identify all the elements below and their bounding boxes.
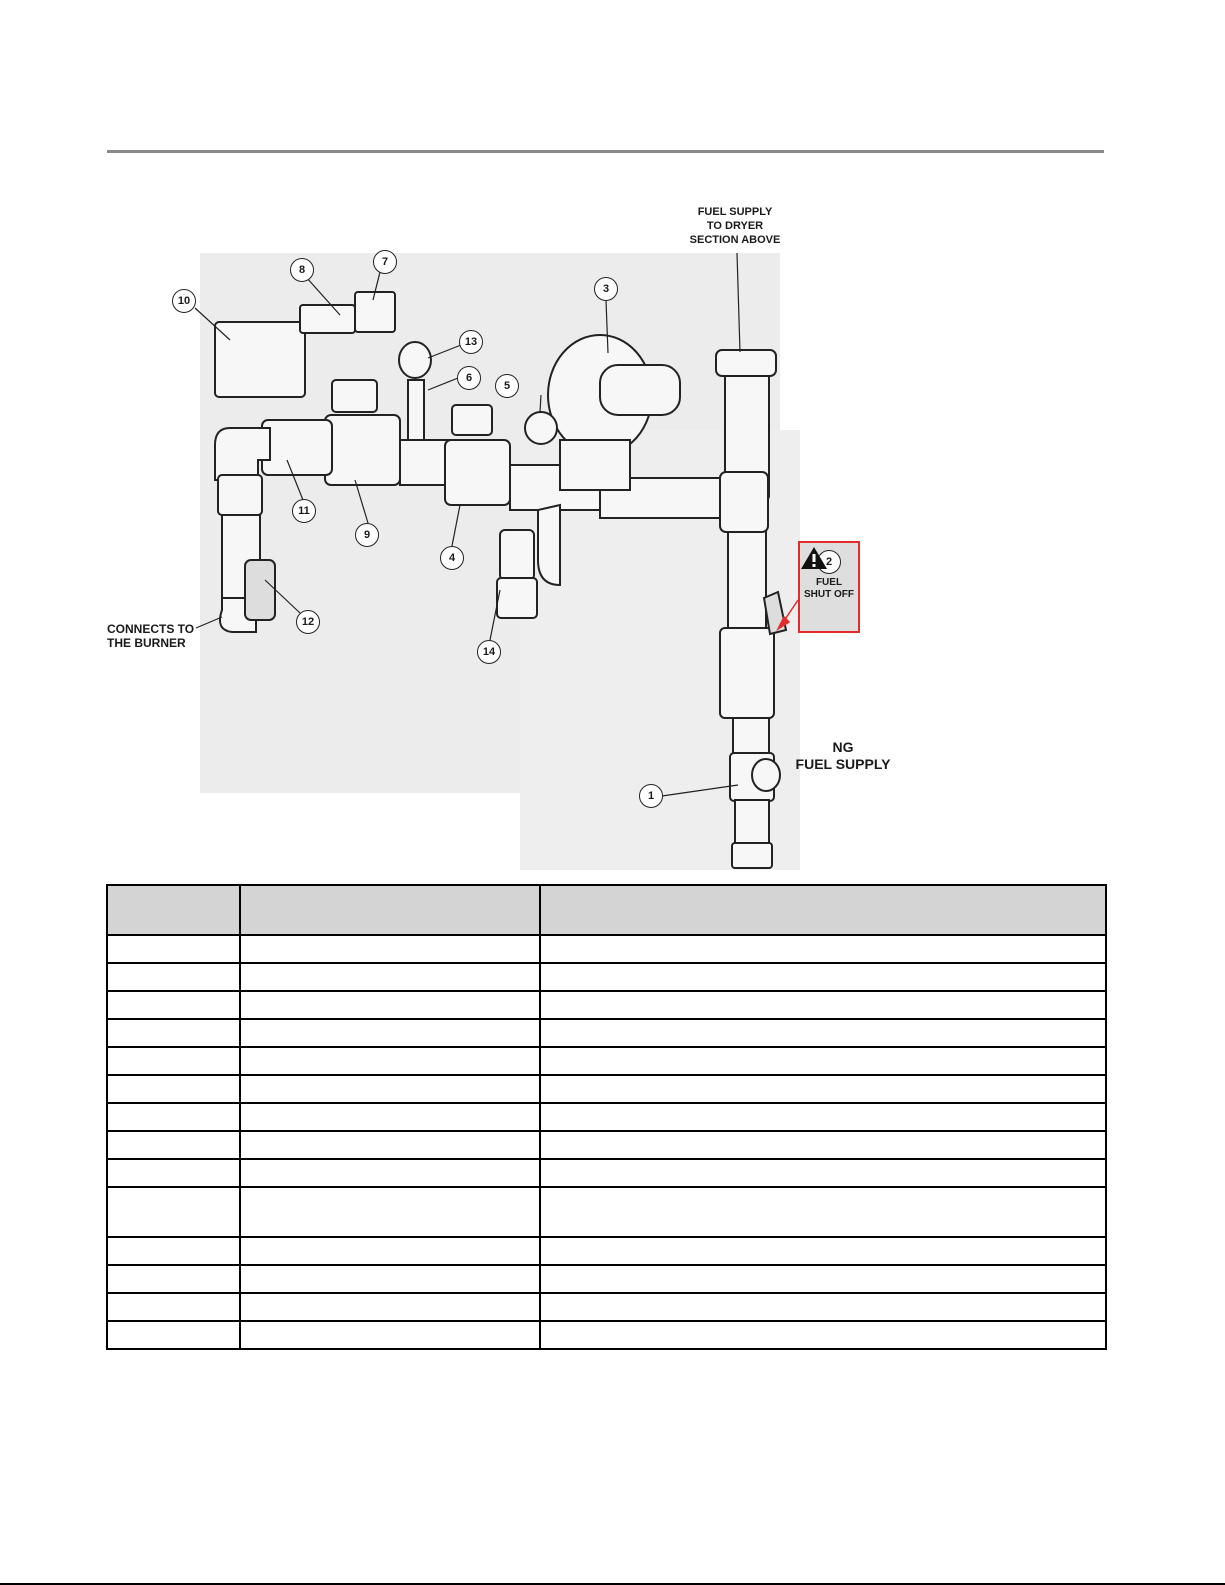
callout-5: 5: [495, 374, 519, 398]
table-cell: [240, 1187, 540, 1237]
callout-6: 6: [457, 366, 481, 390]
fuel-shutoff-callout: [798, 541, 860, 633]
table-row: [107, 1187, 1106, 1237]
table-cell: [540, 1321, 1106, 1349]
table-cell: [107, 1321, 240, 1349]
table-cell: [240, 1265, 540, 1293]
callout-8: 8: [290, 258, 314, 282]
table-cell: [240, 991, 540, 1019]
callout-10: 10: [172, 289, 196, 313]
ng-fuel-supply-line-2: FUEL SUPPLY: [795, 755, 891, 772]
table-cell: [240, 1293, 540, 1321]
callout-14: 14: [477, 640, 501, 664]
table-cell: [540, 1047, 1106, 1075]
table-cell: [107, 1131, 240, 1159]
table-cell: [540, 1131, 1106, 1159]
callout-2: 2: [817, 550, 841, 574]
pilot-cock-8: [300, 305, 355, 333]
relief-valve-14: [500, 530, 534, 580]
table-row: [107, 1019, 1106, 1047]
valve-9-actuator: [332, 380, 377, 412]
table-cell: [540, 1293, 1106, 1321]
callout-12: 12: [296, 610, 320, 634]
callout-13: 13: [459, 330, 483, 354]
table-cell: [107, 1159, 240, 1187]
relief-valve-outlet: [497, 578, 537, 618]
callout-11: 11: [292, 499, 316, 523]
fuel-supply-top-line-1: FUEL SUPPLY: [697, 206, 773, 218]
pilot-solenoid-7: [355, 292, 395, 332]
table-header-row: [107, 885, 1106, 935]
callout-3: 3: [594, 277, 618, 301]
ng-fuel-supply-line-1: NG: [832, 739, 854, 755]
table-cell: [540, 1237, 1106, 1265]
valve-4-actuator: [452, 405, 492, 435]
table-cell: [540, 1075, 1106, 1103]
header-cell-description: [540, 885, 1106, 935]
table-row: [107, 1103, 1106, 1131]
table-cell: [240, 963, 540, 991]
regulator-spring-case: [600, 365, 680, 415]
fuel-supply-top-line-2: TO DRYER: [706, 219, 764, 232]
header-cell-item: [107, 885, 240, 935]
safety-shutoff-valve-9: [325, 415, 400, 485]
drip-leg-pipe: [735, 800, 769, 845]
table-cell: [540, 963, 1106, 991]
table-cell: [240, 935, 540, 963]
tee-opening: [752, 759, 780, 791]
table-cell: [540, 1159, 1106, 1187]
callout-4: 4: [440, 546, 464, 570]
table-cell: [540, 935, 1106, 963]
table-cell: [540, 1265, 1106, 1293]
fuel-supply-top-label: [680, 206, 790, 247]
callout-1: 1: [639, 784, 663, 808]
pilot-regulator-13: [399, 342, 431, 378]
table-cell: [107, 963, 240, 991]
fuel-shutoff-line-1: FUEL: [815, 577, 843, 588]
butterfly-valve-11: [262, 420, 332, 475]
table-cell: [240, 1103, 540, 1131]
table-cell: [107, 935, 240, 963]
table-cell: [240, 1047, 540, 1075]
relief-elbow: [538, 505, 560, 585]
ng-fuel-supply-label: [785, 739, 901, 773]
ball-valve-body: [720, 628, 774, 718]
table-cell: [107, 1019, 240, 1047]
table-row: [107, 1159, 1106, 1187]
fuel-shutoff-line-2: SHUT OFF: [804, 589, 854, 600]
fuel-supply-top-line-3: SECTION ABOVE: [689, 233, 781, 246]
table-cell: [240, 1131, 540, 1159]
table-row: [107, 1047, 1106, 1075]
connects-to-burner-line-2: THE BURNER: [107, 635, 186, 650]
table-cell: [107, 1047, 240, 1075]
riser-nipple: [733, 718, 769, 756]
table-cell: [540, 1019, 1106, 1047]
union-burner: [218, 475, 262, 515]
table-cell: [540, 1103, 1106, 1131]
table-row: [107, 1075, 1106, 1103]
table-cell: [540, 1187, 1106, 1237]
table-cell: [107, 1103, 240, 1131]
valve-actuator-10: [215, 322, 305, 397]
table-cell: [240, 1159, 540, 1187]
table-cell: [240, 1019, 540, 1047]
table-row: [107, 1237, 1106, 1265]
header-tee: [720, 472, 768, 532]
table-cell: [107, 1075, 240, 1103]
connects-to-burner-line-1: CONNECTS TO: [107, 622, 195, 636]
union-top: [716, 350, 776, 376]
table-row: [107, 1293, 1106, 1321]
table-cell: [240, 1237, 540, 1265]
table-cell: [107, 1237, 240, 1265]
header-cell-part: [240, 885, 540, 935]
warning-triangle-icon: [800, 546, 828, 570]
table-cell: [107, 991, 240, 1019]
table-cell: [540, 991, 1106, 1019]
table-row: [107, 935, 1106, 963]
table-row: [107, 1131, 1106, 1159]
table-cell: [240, 1075, 540, 1103]
table-row: [107, 1265, 1106, 1293]
drip-leg-cap: [732, 843, 772, 868]
table-cell: [107, 1293, 240, 1321]
safety-shutoff-valve-4: [445, 440, 510, 505]
test-cock-12: [245, 560, 275, 620]
pressure-gauge-5: [525, 412, 557, 444]
table-cell: [240, 1321, 540, 1349]
table-row: [107, 963, 1106, 991]
regulator-body: [560, 440, 630, 490]
table-cell: [107, 1265, 240, 1293]
parts-table: [106, 884, 1107, 1350]
table-row: [107, 991, 1106, 1019]
riser-mid-pipe: [728, 520, 766, 630]
callout-7: 7: [373, 250, 397, 274]
pilot-line-6: [408, 380, 424, 440]
callout-9: 9: [355, 523, 379, 547]
fuel-shutoff-text: [800, 577, 858, 601]
table-row: [107, 1321, 1106, 1349]
connects-to-burner-label: [107, 623, 217, 651]
table-cell: [107, 1187, 240, 1237]
